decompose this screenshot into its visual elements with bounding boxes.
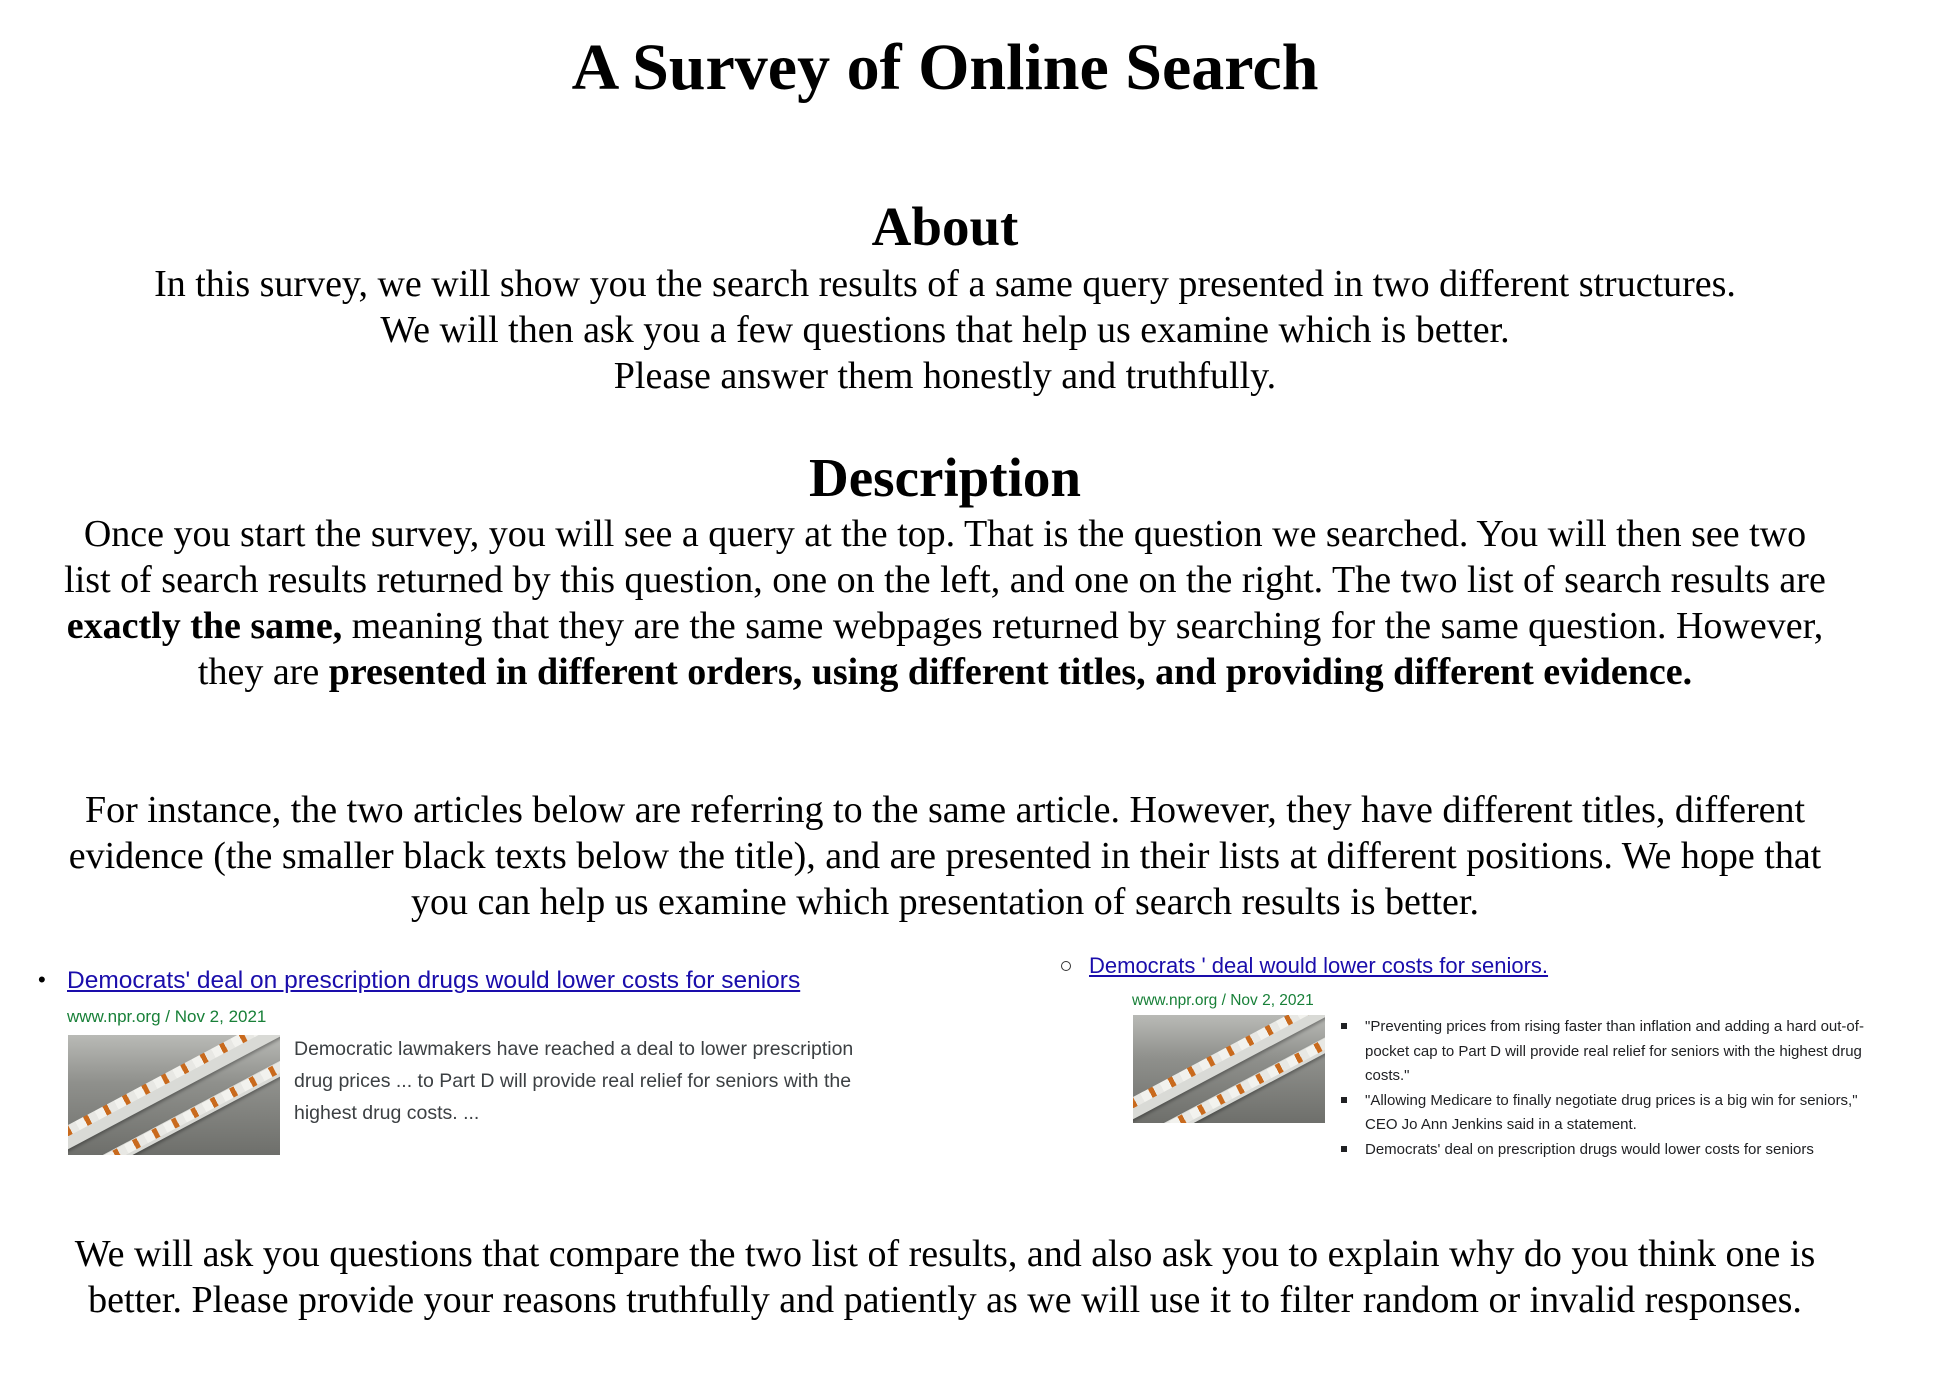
- description-text-part-2: meaning that they are the same webpages returned by searching for the same question. However, they are: [197, 605, 1824, 693]
- evidence-item: Democrats' deal on prescription drugs would lower costs for seniors: [1341, 1138, 1885, 1163]
- about-heading: About: [871, 196, 1019, 257]
- description-emphasis-different: presented in different orders, using different titles, and providing different evidence.: [328, 651, 1693, 693]
- result-title-link-left[interactable]: Democrats' deal on prescription drugs would lower costs for seniors: [67, 967, 801, 994]
- result-thumbnail-left: [68, 1035, 280, 1155]
- example-result-right: [1055, 945, 1905, 1165]
- result-evidence-list-right: [1341, 1015, 1885, 1162]
- evidence-item: "Allowing Medicare to finally negotiate drug prices is a big win for seniors," CEO Jo Ann Jenkins said in a statement.: [1341, 1089, 1885, 1138]
- instance-text: For instance, the two articles below are referring to the same article. However, they have different titles, different evidence (the smaller black texts below the title), and are presented in their lists at different positions. We hope that you can help us examine which presentation of search results is better.: [68, 789, 1822, 923]
- about-line-2: We will then ask you a few questions that help us examine which is better.: [380, 309, 1510, 351]
- list-circle-bullet-icon: [1061, 961, 1071, 971]
- example-result-left: [38, 955, 918, 1155]
- page-title: A Survey of Online Search: [571, 31, 1319, 104]
- result-url-right: www.npr.org / Nov 2, 2021: [1132, 992, 1314, 1009]
- list-bullet-icon: •: [38, 967, 46, 992]
- description-text-part-1: Once you start the survey, you will see a query at the top. That is the question we searched. You will then see two list of search results returned by this question, one on the left, and one on the right. The two list of search results are: [64, 513, 1826, 601]
- description-text: [60, 511, 1830, 695]
- description-emphasis-same: exactly the same,: [66, 605, 343, 647]
- description-heading: Description: [809, 447, 1081, 508]
- about-line-1: In this survey, we will show you the search results of a same query presented in two different structures.: [154, 263, 1736, 305]
- result-snippet-left: Democratic lawmakers have reached a deal to lower prescription drug prices ... to Part D will provide real relief for seniors with the highest drug costs. ...: [294, 1038, 854, 1124]
- result-url-left: www.npr.org / Nov 2, 2021: [67, 1007, 267, 1026]
- about-text: [60, 261, 1830, 399]
- evidence-item: "Preventing prices from rising faster than inflation and adding a hard out-of-pocket cap to Part D will provide real relief for seniors with the highest drug costs.": [1341, 1015, 1885, 1089]
- about-line-3: Please answer them honestly and truthfully.: [613, 355, 1277, 397]
- closing-text: We will ask you questions that compare the two list of results, and also ask you to explain why do you think one is better. Please provide your reasons truthfully and patiently as we will use it to filter random or invalid responses.: [74, 1233, 1816, 1321]
- result-thumbnail-right: [1133, 1015, 1325, 1123]
- result-title-link-right[interactable]: Democrats ' deal would lower costs for seniors.: [1089, 953, 1549, 978]
